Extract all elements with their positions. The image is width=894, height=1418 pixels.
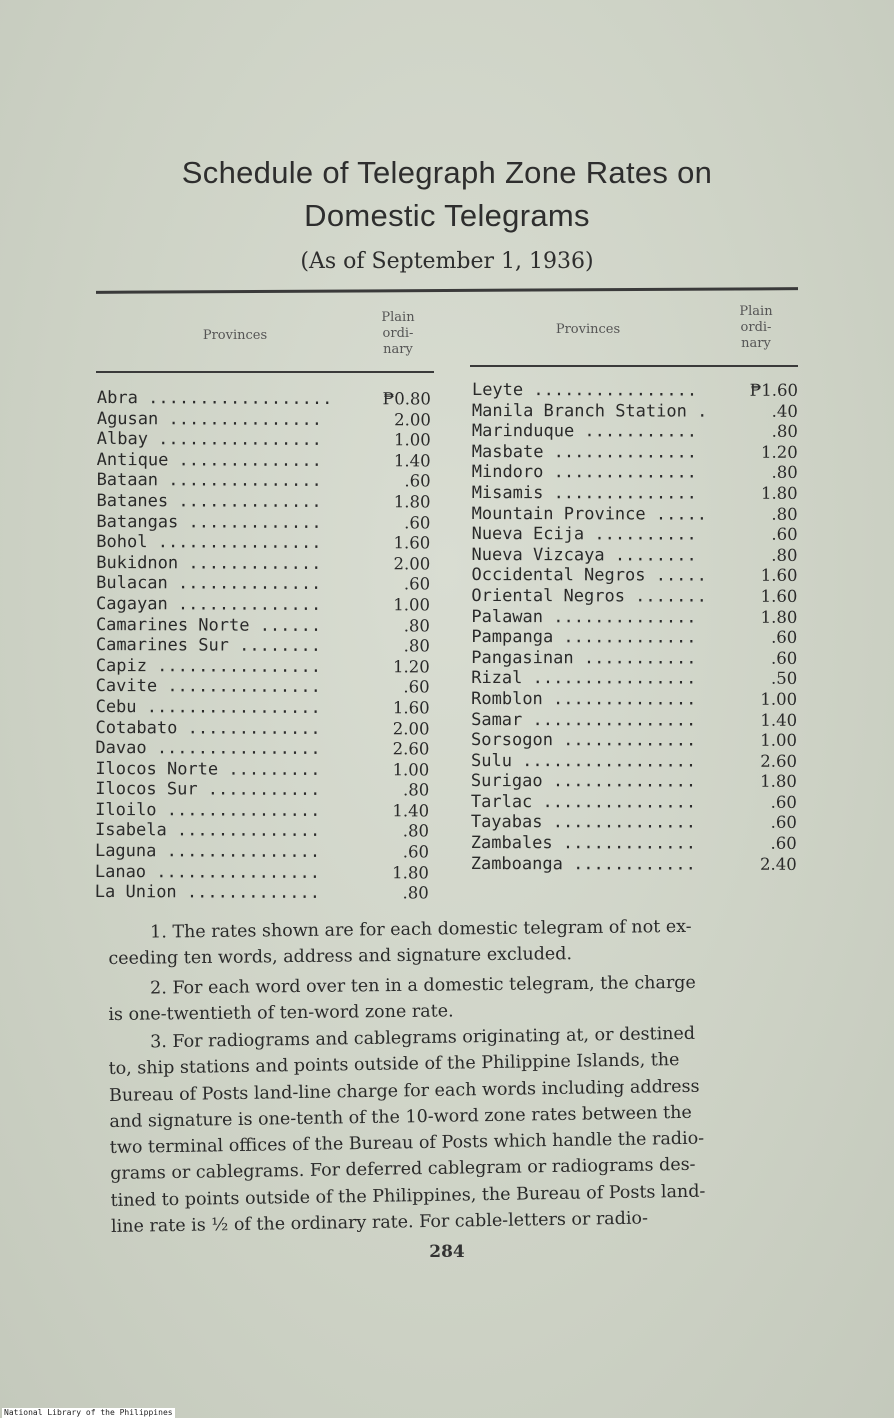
province-rate: 1.80	[392, 862, 429, 883]
left-rates-table	[95, 388, 437, 904]
province-name: La Union .............	[94, 882, 321, 904]
province-rate: 1.80	[393, 492, 431, 512]
table-row	[96, 573, 436, 595]
province-rate: 1.60	[393, 533, 431, 553]
province-name: Mindoro ..............	[471, 462, 697, 483]
province-name: Albay ................	[96, 429, 322, 451]
province-rate: 1.40	[760, 710, 798, 730]
table-row	[95, 779, 435, 801]
table-row	[95, 882, 435, 904]
province-name: Tarlac ...............	[470, 791, 697, 813]
province-name: Pangasinan ...........	[471, 647, 697, 669]
note-3-line2: to, ship stations and points outside of the Philippine Islands, the	[108, 1050, 680, 1080]
province-rate: 2.60	[760, 751, 798, 771]
province-name: Sulu .................	[470, 750, 697, 772]
right-header-rate	[726, 304, 786, 352]
top-rule	[96, 287, 798, 294]
note-3-line8: line rate is ½ of the ordinary rate. For cable-letters or radio-	[110, 1208, 649, 1238]
province-name: Capiz ................	[95, 655, 322, 677]
table-row	[471, 668, 801, 689]
left-header-provinces: Provinces	[202, 328, 268, 343]
table-row	[471, 771, 801, 792]
province-rate: 2.00	[394, 409, 431, 430]
province-rate: 1.00	[760, 689, 798, 709]
province-rate: .60	[403, 677, 430, 697]
province-name: Oriental Negros .......	[471, 585, 707, 607]
note-1-line2: ceeding ten words, address and signature excluded.	[108, 944, 573, 970]
province-rate: 1.00	[760, 730, 798, 750]
province-name: Cagayan ..............	[96, 593, 322, 615]
province-name: Rizal ................	[471, 668, 697, 689]
province-rate: 1.60	[392, 698, 430, 718]
province-name: Iloilo ...............	[95, 799, 321, 821]
province-rate: .60	[771, 524, 798, 545]
table-row	[97, 409, 437, 431]
right-header-rate-line2: ordi-	[740, 320, 772, 335]
province-rate: .60	[404, 512, 431, 533]
province-name: Lanao ................	[94, 861, 321, 883]
province-name: Occidental Negros .....	[471, 565, 707, 586]
table-row	[472, 545, 802, 566]
province-rate: 2.40	[759, 854, 797, 874]
table-row	[472, 380, 802, 401]
province-rate: 2.00	[392, 718, 430, 738]
province-name: Agusan ...............	[96, 408, 323, 430]
table-row	[95, 862, 435, 884]
province-rate: 1.20	[392, 657, 430, 677]
table-row	[96, 697, 436, 719]
province-rate: 1.40	[393, 451, 431, 471]
table-row	[96, 553, 436, 575]
note-3-line6: grams or cablegrams. For deferred cablegram or radiograms des-	[110, 1155, 696, 1185]
right-header-rate-line3: nary	[741, 336, 771, 351]
page-number: 284	[429, 1242, 465, 1262]
table-row	[471, 565, 801, 586]
table-row	[472, 524, 802, 545]
table-row	[471, 730, 801, 751]
province-name: Davao ................	[95, 738, 321, 760]
table-row	[97, 450, 437, 472]
note-3-line7: tined to points outside of the Philippines, the Bureau of Posts land-	[110, 1181, 706, 1211]
note-1-line1: 1. The rates shown are for each domestic telegram of not ex-	[150, 916, 692, 943]
province-name: Palawan ..............	[471, 606, 697, 628]
page-subtitle: (As of September 1, 1936)	[300, 249, 594, 274]
table-row	[472, 462, 802, 483]
province-name: Mountain Province .....	[471, 503, 708, 525]
province-rate: .80	[403, 615, 431, 635]
province-rate: .40	[771, 401, 798, 421]
left-header-rate-line3: nary	[383, 342, 413, 357]
table-row	[472, 442, 802, 463]
right-header-rate-line1: Plain	[739, 304, 773, 319]
table-row	[96, 532, 436, 554]
province-rate: .80	[771, 504, 798, 524]
table-row	[97, 388, 437, 410]
table-row	[472, 421, 802, 442]
province-name: Manila Branch Station .	[471, 400, 708, 422]
province-name: Bukidnon .............	[96, 552, 322, 574]
left-header-rate-line1: Plain	[381, 310, 415, 325]
province-rate: 1.80	[760, 772, 797, 792]
table-row	[471, 792, 801, 813]
right-header-rule	[470, 365, 798, 367]
province-name: Bataan ...............	[96, 470, 322, 492]
province-rate: .80	[402, 821, 430, 841]
province-name: Bulacan ..............	[96, 573, 322, 595]
province-name: Ilocos Sur ...........	[95, 779, 321, 801]
page-title-line1: Schedule of Telegraph Zone Rates on	[181, 155, 713, 190]
table-row	[472, 483, 802, 504]
note-3-line5: two terminal offices of the Bureau of Posts which handle the radio-	[109, 1128, 705, 1159]
note-1	[108, 913, 815, 973]
province-rate: .80	[402, 780, 430, 800]
province-rate: 1.20	[761, 442, 798, 462]
province-name: Nueva Ecija ..........	[471, 524, 697, 545]
table-row	[95, 820, 435, 842]
province-name: Cotabato .............	[95, 717, 321, 739]
province-rate: 1.40	[392, 801, 430, 821]
province-name: Batanes ..............	[96, 490, 322, 512]
province-name: Batangas .............	[96, 511, 322, 533]
table-row	[96, 676, 436, 698]
province-rate: 2.00	[393, 554, 431, 574]
province-name: Ilocos Norte .........	[95, 758, 321, 780]
province-name: Cebu .................	[95, 696, 321, 718]
table-row	[471, 812, 801, 833]
province-name: Samar ................	[471, 709, 697, 731]
table-row	[472, 504, 802, 525]
province-name: Misamis ..............	[471, 482, 697, 504]
right-rates-table	[471, 380, 802, 875]
province-rate: .60	[771, 627, 798, 647]
province-name: Leyte ................	[471, 380, 698, 401]
table-row	[472, 401, 802, 422]
table-row	[95, 800, 435, 822]
province-rate: .80	[771, 421, 798, 442]
page-title-line2: Domestic Telegrams	[304, 198, 590, 233]
province-rate: .50	[770, 669, 798, 689]
table-row	[96, 635, 436, 657]
table-row	[97, 470, 437, 492]
table-row	[471, 689, 801, 710]
province-name: Abra ..................	[96, 388, 333, 410]
table-row	[96, 656, 436, 678]
province-rate: .60	[770, 648, 798, 668]
province-rate: ₱0.80	[382, 389, 431, 409]
province-rate: .80	[771, 545, 798, 565]
table-row	[97, 429, 437, 451]
left-header-rate-line2: ordi-	[382, 326, 414, 341]
table-row	[96, 594, 436, 616]
province-rate: 1.80	[760, 607, 798, 627]
province-rate: 1.80	[760, 483, 798, 503]
table-row	[96, 512, 436, 534]
province-rate: 2.60	[392, 739, 430, 759]
province-rate: 1.00	[392, 759, 430, 780]
left-header-rule	[96, 371, 434, 373]
footer-credit: National Library of the Philippines	[4, 1408, 173, 1417]
note-3-line3: Bureau of Posts land-line charge for each words including address	[108, 1076, 700, 1106]
table-row	[471, 627, 801, 648]
province-name: Antique ..............	[96, 449, 322, 471]
table-row	[471, 648, 801, 669]
table-row	[95, 738, 435, 760]
province-name: Surigao ..............	[470, 771, 697, 792]
province-rate: .80	[402, 883, 429, 903]
province-name: Camarines Norte ......	[95, 614, 322, 636]
province-name: Marinduque ...........	[471, 421, 698, 442]
table-row	[95, 759, 435, 781]
province-rate: .60	[403, 574, 431, 594]
note-3-line1: 3. For radiograms and cablegrams originating at, or destined	[150, 1023, 696, 1053]
province-name: Zamboanga ............	[470, 853, 696, 875]
note-2-line2: is one-twentieth of ten-word zone rate.	[108, 1001, 454, 1026]
province-rate: .60	[770, 792, 797, 812]
province-name: Zambales .............	[470, 833, 696, 854]
province-rate: .60	[770, 833, 797, 853]
province-rate: 1.60	[760, 586, 798, 606]
province-name: Romblon ..............	[471, 688, 697, 710]
province-name: Nueva Vizcaya ........	[471, 544, 697, 566]
note-2-line1: 2. For each word over ten in a domestic telegram, the charge	[150, 972, 696, 999]
province-rate: 1.00	[393, 595, 431, 615]
right-header-provinces: Provinces	[555, 322, 621, 337]
left-header-rate	[368, 310, 428, 358]
province-rate: 1.60	[760, 566, 798, 586]
province-name: Camarines Sur ........	[95, 635, 322, 657]
table-row	[471, 607, 801, 628]
province-name: Isabela ..............	[95, 820, 321, 842]
table-row	[471, 751, 801, 772]
note-3-line4: and signature is one-tenth of the 10-word zone rates between the	[109, 1102, 692, 1132]
table-row	[96, 491, 436, 513]
province-rate: .80	[403, 636, 430, 656]
province-rate: .60	[402, 842, 430, 862]
table-row	[95, 841, 435, 863]
table-row	[471, 833, 801, 854]
province-name: Pampanga .............	[471, 627, 697, 648]
province-name: Laguna ...............	[94, 841, 321, 863]
province-rate: 1.00	[393, 430, 431, 450]
province-name: Cavite ...............	[95, 676, 321, 698]
table-row	[471, 854, 801, 875]
table-row	[471, 709, 801, 730]
province-name: Sorsogon .............	[471, 730, 697, 751]
province-name: Tayabas ..............	[470, 812, 697, 834]
note-3	[108, 1019, 817, 1240]
province-name: Masbate ..............	[471, 441, 698, 463]
province-rate: .60	[770, 813, 797, 833]
table-row	[96, 615, 436, 637]
table-row	[471, 586, 801, 607]
province-name: Bohol ................	[96, 532, 322, 554]
province-rate: .60	[404, 471, 431, 491]
province-rate: ₱1.60	[749, 380, 798, 400]
province-rate: .80	[771, 463, 798, 483]
table-row	[95, 717, 435, 739]
